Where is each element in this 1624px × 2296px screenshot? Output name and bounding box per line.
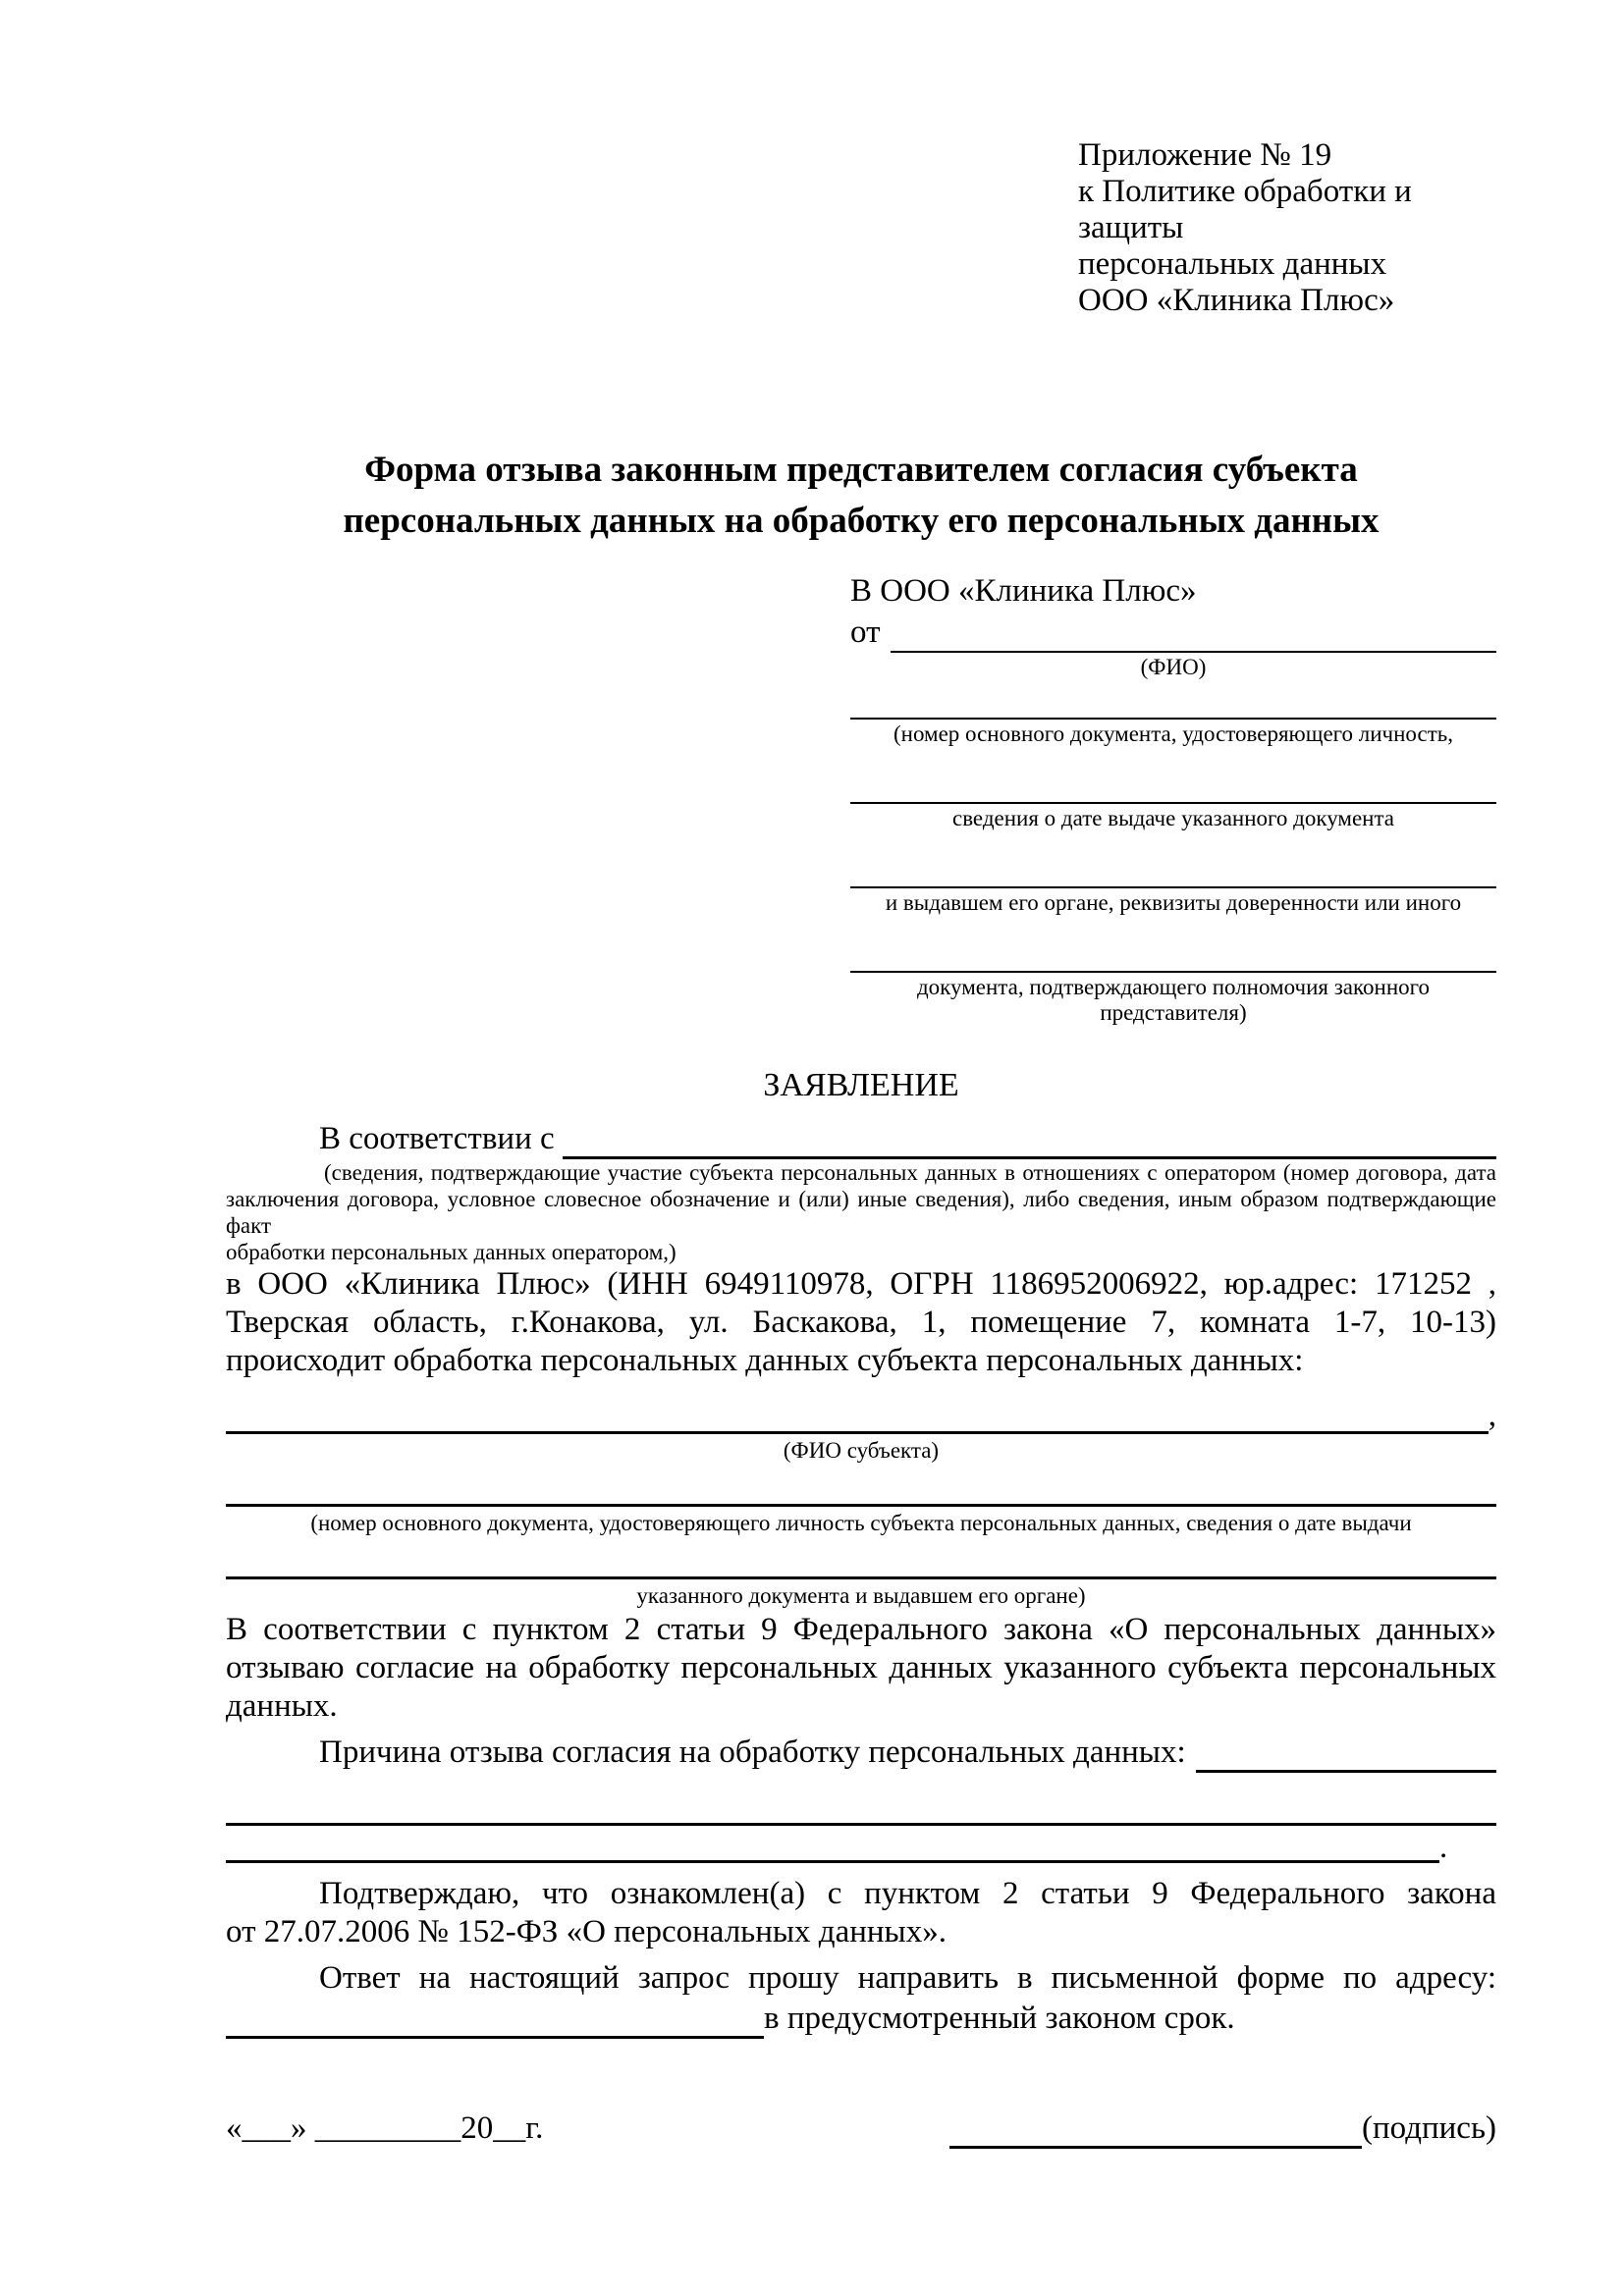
basis-label: В соответствии с bbox=[319, 1121, 555, 1156]
subject-name-field bbox=[226, 1398, 1496, 1434]
paragraph-line: Тверская область, г.Конакова, ул. Баскакова, 1, помещение 7, комната 1-7, 10-13) bbox=[226, 1305, 1496, 1340]
blank-line bbox=[226, 1799, 1496, 1826]
paragraph-line: В соответствии с пунктом 2 статьи 9 Федерального закона «О персональных данных» bbox=[226, 1612, 1496, 1647]
note-line: (сведения, подтверждающие участие субъекта персональных данных в отношениях с оператором (номер договора, дата bbox=[324, 1160, 1496, 1185]
blank-line bbox=[1196, 1739, 1496, 1773]
operator-paragraph bbox=[226, 1265, 1496, 1380]
reply-paragraph bbox=[226, 1959, 1496, 2039]
annex-line: персональных данных bbox=[1078, 246, 1387, 282]
field-caption: (ФИО) bbox=[1140, 655, 1207, 679]
line-suffix: . bbox=[1439, 1830, 1448, 1865]
line-suffix: , bbox=[1488, 1398, 1496, 1433]
blank-line bbox=[226, 2005, 764, 2039]
from-field bbox=[850, 612, 1496, 653]
title-line: персональных данных на обработку его персональных данных bbox=[343, 501, 1380, 541]
paragraph-line: Подтверждаю, что ознакомлен(а) с пунктом 2 статьи 9 Федерального закона bbox=[319, 1876, 1496, 1911]
field-caption: документа, подтверждающего полномочия законного представителя) bbox=[916, 975, 1430, 1025]
title-line: Форма отзыва законным представителем согласия субъекта bbox=[364, 450, 1358, 490]
blank-line bbox=[850, 867, 1496, 888]
blank-line bbox=[949, 2115, 1362, 2149]
confirmation-paragraph bbox=[226, 1875, 1496, 1951]
paragraph-line: данных. bbox=[226, 1688, 338, 1724]
annex-line: Приложение № 19 bbox=[1078, 137, 1332, 173]
signature-caption: (подпись) bbox=[1362, 2110, 1496, 2146]
blank-line bbox=[226, 1485, 1496, 1507]
blank-line bbox=[850, 951, 1496, 973]
paragraph-line: от 27.07.2006 № 152-ФЗ «О персональных данных». bbox=[226, 1914, 947, 1949]
basis-field bbox=[226, 1118, 1496, 1159]
reason-label: Причина отзыва согласия на обработку персональных данных: bbox=[319, 1735, 1186, 1770]
blank-line bbox=[226, 1558, 1496, 1579]
field-caption: (ФИО субъекта) bbox=[783, 1438, 940, 1463]
annex-line: к Политике обработки и защиты bbox=[1078, 174, 1412, 245]
blank-line bbox=[850, 698, 1496, 720]
annex-reference-block bbox=[1078, 137, 1496, 319]
field-caption: (номер основного документа, удостоверяющего личность субъекта персональных данных, сведения о дате выдачи bbox=[310, 1511, 1412, 1535]
annex-line: ООО «Клиника Плюс» bbox=[1078, 283, 1395, 318]
field-caption: указанного документа и выдавшем его органе) bbox=[636, 1583, 1086, 1608]
blank-line bbox=[226, 1420, 1489, 1434]
field-caption: и выдавшем его органе, реквизиты доверенности или иного bbox=[885, 890, 1462, 915]
document-title bbox=[226, 445, 1496, 547]
from-label: от bbox=[850, 614, 881, 650]
reason-field-end bbox=[226, 1832, 1496, 1863]
withdrawal-paragraph bbox=[226, 1611, 1496, 1726]
reply-address-field bbox=[226, 1998, 1496, 2039]
statement-heading: ЗАЯВЛЕНИЕ bbox=[763, 1067, 959, 1103]
blank-line bbox=[891, 619, 1497, 653]
addressee-block bbox=[850, 570, 1496, 1026]
paragraph-line: происходит обработка персональных данных субъекта персональных данных: bbox=[226, 1343, 1304, 1378]
blank-line bbox=[850, 782, 1496, 804]
date-field: «___» _________20__г. bbox=[226, 2110, 544, 2146]
blank-line bbox=[563, 1126, 1496, 1159]
footer bbox=[226, 2108, 1496, 2149]
note-line: заключения договора, условное словесное обозначение и (или) иные сведения), либо сведения, иным образом подтверждающие факт bbox=[226, 1187, 1496, 1238]
paragraph-line: отзываю согласие на обработку персональных данных указанного субъекта персональных bbox=[226, 1650, 1496, 1685]
field-caption: сведения о дате выдаче указанного документа bbox=[951, 806, 1395, 830]
basis-note bbox=[226, 1159, 1496, 1265]
paragraph-line: Ответ на настоящий запрос прошу направить в письменной форме по адресу: bbox=[319, 1960, 1496, 1996]
paragraph-line: в ООО «Клиника Плюс» (ИНН 6949110978, ОГРН 1186952006922, юр.адрес: 171252 , bbox=[226, 1266, 1496, 1302]
field-caption: (номер основного документа, удостоверяющего личность, bbox=[893, 721, 1453, 746]
blank-line bbox=[226, 1838, 1439, 1863]
signature-field bbox=[949, 2108, 1496, 2149]
note-line: обработки персональных данных оператором,) bbox=[226, 1240, 677, 1264]
reason-field bbox=[226, 1732, 1496, 1773]
addressee-organization: В ООО «Клиника Плюс» bbox=[850, 573, 1197, 609]
reply-tail-text: в предусмотренный законом срок. bbox=[764, 2001, 1235, 2036]
